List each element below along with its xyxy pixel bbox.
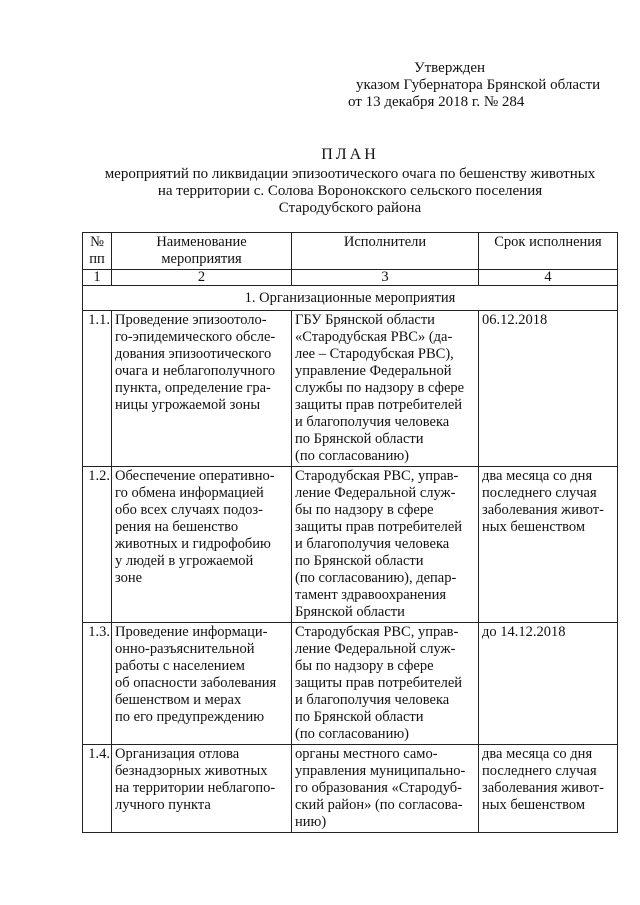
- text-line: защиты прав потребителей: [295, 397, 463, 413]
- text-line: ГБУ Брянской области: [295, 312, 435, 328]
- text-line: Стародубская РВС, управ-: [295, 468, 459, 484]
- text-line: управление Федеральной: [295, 363, 452, 379]
- text-line: Организация отлова: [115, 746, 240, 762]
- text-line: у людей в угрожаемой: [115, 553, 254, 569]
- col-number: 3: [292, 270, 479, 286]
- text-line: Исполнители: [343, 234, 427, 250]
- text-line: на территории неблагопо-: [115, 780, 276, 796]
- text-line: Срок исполнения: [494, 234, 602, 250]
- table-row: [83, 467, 618, 623]
- text-line: по Брянской области: [295, 431, 424, 447]
- text-line: последнего случая: [482, 485, 597, 501]
- text-line: го-эпидемического обсле-: [115, 329, 276, 345]
- text-line: лучного пункта: [115, 797, 211, 813]
- text-line: го образования «Стародуб-: [295, 780, 462, 796]
- text-line: №: [90, 234, 104, 250]
- table-row: [83, 623, 618, 745]
- text-line: ных бешенством: [482, 797, 586, 813]
- text-line: защиты прав потребителей: [295, 675, 463, 691]
- text-line: по Брянской области: [295, 709, 424, 725]
- text-line: (по согласованию), депар-: [295, 570, 457, 586]
- approval-line-1: Утвержден: [414, 60, 486, 76]
- text-line: «Стародубская РВС» (да-: [295, 329, 453, 345]
- row-executors: [292, 311, 479, 467]
- row-number: 1.2.: [83, 467, 112, 623]
- text-line: пункта, определение гра-: [115, 380, 271, 396]
- section-title: 1. Организационные мероприятия: [83, 286, 618, 311]
- row-number: 1.1.: [83, 311, 112, 467]
- text-line: два месяца со дня: [482, 746, 593, 762]
- row-deadline: [479, 467, 618, 623]
- text-line: до 14.12.2018: [482, 624, 566, 640]
- header-num: [83, 233, 112, 270]
- text-line: зоне: [115, 570, 143, 586]
- text-line: очага и неблагополучного: [115, 363, 276, 379]
- text-line: нию): [295, 814, 327, 830]
- row-deadline: [479, 623, 618, 745]
- text-line: тамент здравоохранения: [295, 587, 447, 603]
- text-line: (по согласованию): [295, 448, 409, 464]
- text-line: безнадзорных животных: [115, 763, 268, 779]
- header-name: [112, 233, 292, 270]
- text-line: пп: [89, 251, 105, 267]
- title-line-2: на территории с. Солова Воронокского сельского поселения: [157, 183, 543, 199]
- text-line: (по согласованию): [295, 726, 409, 742]
- text-line: онно-разъяснительной: [115, 641, 255, 657]
- text-line: два месяца со дня: [482, 468, 593, 484]
- text-line: ление Федеральной служ-: [295, 485, 456, 501]
- row-executors: [292, 623, 479, 745]
- text-line: работы с населением: [115, 658, 245, 674]
- text-line: и благополучия человека: [295, 414, 450, 430]
- text-line: обо всех случаях подоз-: [115, 502, 263, 518]
- text-line: и благополучия человека: [295, 692, 450, 708]
- text-line: дования эпизоотического: [115, 346, 272, 362]
- row-executors: [292, 745, 479, 833]
- text-line: Проведение эпизоотоло-: [115, 312, 267, 328]
- text-line: Проведение информаци-: [115, 624, 268, 640]
- row-number: 1.3.: [83, 623, 112, 745]
- approval-stamp: [346, 60, 626, 111]
- text-line: бы по надзору в сфере: [295, 658, 434, 674]
- row-activity: [112, 745, 292, 833]
- section-row: [83, 286, 618, 311]
- text-line: органы местного само-: [295, 746, 438, 762]
- row-activity: [112, 311, 292, 467]
- title-line-3: Стародубского района: [278, 200, 422, 216]
- text-line: 06.12.2018: [482, 312, 548, 328]
- text-line: Стародубская РВС, управ-: [295, 624, 459, 640]
- text-line: бы по надзору в сфере: [295, 502, 434, 518]
- text-line: защиты прав потребителей: [295, 519, 463, 535]
- text-line: ных бешенством: [482, 519, 586, 535]
- plan-table: [82, 232, 618, 833]
- row-deadline: [479, 745, 618, 833]
- row-executors: [292, 467, 479, 623]
- table-header-row: [83, 233, 618, 270]
- approval-line-3: от 13 декабря 2018 г. № 284: [348, 94, 525, 110]
- table-row: [83, 311, 618, 467]
- text-line: ление Федеральной служ-: [295, 641, 456, 657]
- text-line: по его предупреждению: [115, 709, 265, 725]
- col-number: 1: [83, 270, 112, 286]
- approval-line-2: указом Губернатора Брянской области: [356, 77, 601, 93]
- row-deadline: [479, 311, 618, 467]
- text-line: животных и гидрофобию: [115, 536, 271, 552]
- text-line: Наименование: [156, 234, 247, 250]
- text-line: Брянской области: [295, 604, 405, 620]
- row-activity: [112, 467, 292, 623]
- text-line: последнего случая: [482, 763, 597, 779]
- title-line-1: мероприятий по ликвидации эпизоотического очага по бешенству животных: [104, 166, 596, 182]
- text-line: Обеспечение оперативно-: [115, 468, 275, 484]
- text-line: по Брянской области: [295, 553, 424, 569]
- row-activity: [112, 623, 292, 745]
- text-line: ницы угрожаемой зоны: [115, 397, 261, 413]
- text-line: и благополучия человека: [295, 536, 450, 552]
- text-line: лее – Стародубская РВС),: [295, 346, 454, 362]
- document-title: [40, 146, 640, 217]
- plan-heading: ПЛАН: [321, 146, 379, 163]
- text-line: рения на бешенство: [115, 519, 239, 535]
- text-line: заболевания живот-: [482, 502, 604, 518]
- text-line: го обмена информацией: [115, 485, 264, 501]
- text-line: об опасности заболевания: [115, 675, 277, 691]
- text-line: управления муниципально-: [295, 763, 466, 779]
- text-line: бешенством и мерах: [115, 692, 242, 708]
- header-executors: [292, 233, 479, 270]
- text-line: ский район» (по согласова-: [295, 797, 463, 813]
- col-number: 2: [112, 270, 292, 286]
- col-number: 4: [479, 270, 618, 286]
- header-deadline: [479, 233, 618, 270]
- row-number: 1.4.: [83, 745, 112, 833]
- text-line: заболевания живот-: [482, 780, 604, 796]
- table-row: [83, 745, 618, 833]
- text-line: мероприятия: [161, 251, 242, 267]
- column-number-row: [83, 270, 618, 286]
- text-line: службы по надзору в сфере: [295, 380, 465, 396]
